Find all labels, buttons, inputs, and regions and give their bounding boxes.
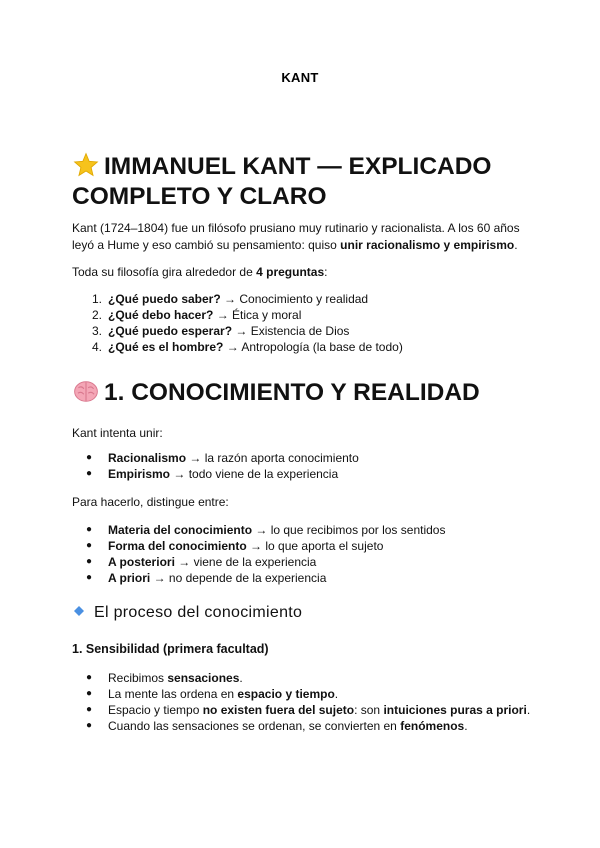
answer-text: Conocimiento y realidad (236, 292, 369, 306)
term: Racionalismo (108, 451, 187, 465)
term: Empirismo (108, 467, 171, 481)
arrow-icon: → (216, 308, 229, 322)
arrow-icon: → (153, 571, 166, 585)
list-item (72, 522, 532, 538)
list-item (72, 554, 532, 570)
arrow-icon: → (250, 539, 263, 553)
list-item (72, 339, 532, 355)
questions-intro-end: : (324, 265, 328, 279)
item-text: La mente las ordena en (108, 687, 238, 701)
list-number: 3. (91, 324, 102, 338)
list-item (72, 291, 532, 307)
list-number: 1. (91, 292, 102, 306)
main-heading-text: IMMANUEL KANT — EXPLICADO COMPLETO Y CLARO (72, 153, 492, 210)
term-desc: lo que recibimos por los sentidos (267, 523, 446, 537)
answer-text: Ética y moral (228, 308, 302, 322)
list-number: 4. (91, 340, 102, 354)
list-item (72, 718, 532, 734)
intro-text: Kant (1724–1804) fue un filósofo prusiano muy rutinario y racionalista. A los 60 años leyó a Hume y eso cambió su pensamiento: quiso (72, 221, 520, 252)
term-desc: todo viene de la experiencia (185, 467, 339, 481)
answer-text: Antropología (la base de todo) (238, 340, 403, 354)
questions-list (72, 291, 532, 355)
section-heading (72, 378, 542, 408)
document-title: KANT (281, 70, 319, 85)
list-item (72, 686, 532, 702)
arrow-icon: → (173, 467, 186, 481)
list-item (72, 307, 532, 323)
item-text: Espacio y tiempo (108, 703, 203, 717)
main-heading (72, 152, 542, 212)
bullet-icon: ● (86, 556, 93, 567)
bullet-icon: ● (86, 688, 93, 699)
item-bold: no existen fuera del sujeto (202, 703, 355, 717)
arrow-icon: → (224, 292, 237, 306)
question-text: ¿Qué es el hombre? (108, 340, 224, 354)
term-desc: lo que aporta el sujeto (262, 539, 384, 553)
sub-heading: 1. Sensibilidad (primera facultad) (72, 642, 269, 656)
questions-intro (72, 264, 532, 281)
unite-intro: Kant intenta unir: (72, 426, 163, 440)
bullet-icon: ● (86, 524, 93, 535)
unite-list (72, 450, 532, 482)
term-desc: no depende de la experiencia (165, 571, 327, 585)
list-item (72, 323, 532, 339)
bullet-icon: ● (86, 468, 93, 479)
arrow-icon: → (178, 555, 191, 569)
list-item (72, 450, 532, 466)
item-bold: intuiciones puras a priori (383, 703, 527, 717)
item-text: . (526, 703, 531, 717)
term: Materia del conocimiento (108, 523, 253, 537)
bullet-icon: ● (86, 672, 93, 683)
item-bold: sensaciones (167, 671, 240, 685)
item-bold: fenómenos (400, 719, 465, 733)
bullet-icon: ● (86, 704, 93, 715)
bullet-icon: ● (86, 540, 93, 551)
item-text: Cuando las sensaciones se ordenan, se convierten en (108, 719, 401, 733)
item-text: . (464, 719, 468, 733)
item-text: : son (354, 703, 384, 717)
star-icon (72, 152, 100, 178)
item-text: . (334, 687, 339, 701)
subsection-heading (72, 604, 302, 622)
list-item (72, 570, 532, 586)
term-desc: viene de la experiencia (190, 555, 317, 569)
list-item (72, 702, 532, 718)
term: A posteriori (108, 555, 175, 569)
intro-bold: unir racionalismo y empirismo (340, 237, 515, 252)
bullet-icon: ● (86, 452, 93, 463)
item-bold: espacio y tiempo (237, 687, 335, 701)
distinguish-list (72, 522, 532, 586)
section-heading-text: 1. CONOCIMIENTO Y REALIDAD (104, 379, 480, 406)
list-number: 2. (91, 308, 102, 322)
answer-text: Existencia de Dios (247, 324, 350, 338)
question-text: ¿Qué puedo saber? (108, 292, 221, 306)
list-item (72, 670, 532, 686)
arrow-icon: → (189, 451, 202, 465)
bullet-icon: ● (86, 720, 93, 731)
item-text: . (239, 671, 243, 685)
bullet-icon: ● (86, 572, 93, 583)
distinguish-intro: Para hacerlo, distingue entre: (72, 495, 229, 509)
list-item (72, 538, 532, 554)
brain-icon (72, 378, 100, 404)
term: A priori (108, 571, 151, 585)
question-text: ¿Qué puedo esperar? (108, 324, 233, 338)
arrow-icon: → (235, 324, 248, 338)
intro-end: . (514, 237, 518, 252)
list-item (72, 466, 532, 482)
sensibility-list (72, 670, 532, 734)
subsection-heading-text: El proceso del conocimiento (94, 604, 303, 621)
item-text: Recibimos (108, 671, 168, 685)
question-text: ¿Qué debo hacer? (108, 308, 214, 322)
questions-intro-bold: 4 preguntas (256, 265, 325, 279)
arrow-icon: → (226, 340, 239, 354)
blue-diamond-icon (72, 604, 86, 618)
questions-intro-text: Toda su filosofía gira alrededor de (72, 265, 257, 279)
term: Forma del conocimiento (108, 539, 247, 553)
arrow-icon: → (255, 523, 268, 537)
term-desc: la razón aporta conocimiento (201, 451, 359, 465)
intro-paragraph (72, 220, 532, 253)
